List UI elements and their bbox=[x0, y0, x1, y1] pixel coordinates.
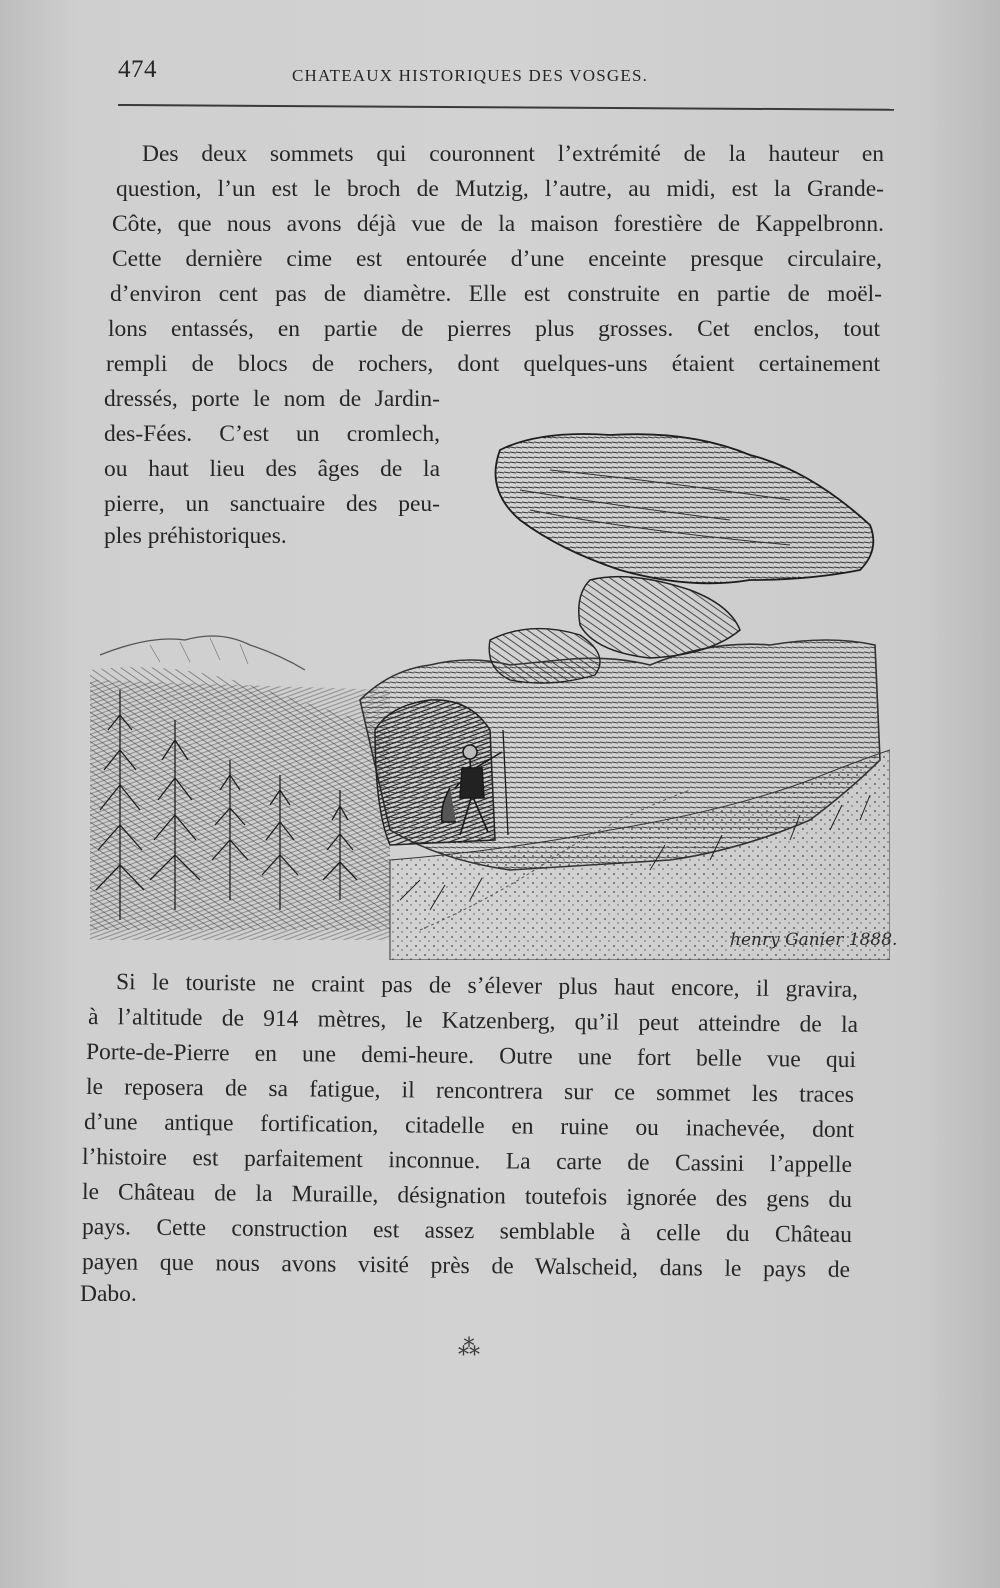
paragraph-1-line: Côte, que nous avons déjà vue de la maison forestière de Kappelbronn. bbox=[112, 211, 884, 237]
engraving-illustration bbox=[90, 430, 890, 960]
page-number: 474 bbox=[118, 56, 157, 83]
paragraph-2-line: le reposera de sa fatigue, il rencontrera sur ce sommet les traces bbox=[85, 1073, 855, 1109]
paragraph-1-line: ples préhistoriques. bbox=[104, 523, 287, 549]
paragraph-1-line: Des deux sommets qui couronnent l’extrémité de la hauteur en bbox=[142, 141, 884, 167]
paragraph-1-line: lons entassés, en partie de pierres plus grosses. Cet enclos, tout bbox=[108, 316, 880, 342]
small-boulder bbox=[489, 629, 600, 683]
paragraph-2-line: Porte-de-Pierre en une demi-heure. Outre une fort belle vue qui bbox=[85, 1038, 857, 1074]
paragraph-2-line: à l’altitude de 914 mètres, le Katzenberg, qu’il peut atteindre de la bbox=[87, 1003, 859, 1039]
paragraph-1-line: rempli de blocs de rochers, dont quelques-uns étaient certainement bbox=[106, 351, 880, 377]
capstone-rock bbox=[496, 434, 874, 583]
engraving-svg bbox=[90, 430, 890, 960]
artist-signature: henry Ganier 1888. bbox=[730, 930, 898, 950]
paragraph-1-line: dressés, porte le nom de Jardin- bbox=[104, 386, 440, 412]
paragraph-2-line: l’histoire est parfaitement inconnue. La carte de Cassini l’appelle bbox=[81, 1143, 853, 1179]
paragraph-2-line: Si le touriste ne craint pas de s’élever plus haut encore, il gravira, bbox=[115, 969, 859, 1003]
paragraph-2-line: le Château de la Muraille, désignation toutefois ignorée des gens du bbox=[81, 1178, 853, 1214]
paragraph-1-line: Cette dernière cime est entourée d’une enceinte presque circulaire, bbox=[112, 246, 882, 272]
paragraph-2-line: payen que nous avons visité près de Walscheid, dans le pays de bbox=[81, 1248, 851, 1284]
distant-mountain-outline bbox=[100, 636, 305, 670]
paragraph-2-line: pays. Cette construction est assez semblable à celle du Château bbox=[81, 1213, 853, 1249]
paragraph-1-line: pierre, un sanctuaire des peu- bbox=[104, 491, 440, 517]
paragraph-1-line: des-Fées. C’est un cromlech, bbox=[104, 421, 440, 447]
running-title: CHATEAUX HISTORIQUES DES VOSGES. bbox=[292, 66, 649, 85]
paragraph-2-line: Dabo. bbox=[80, 1281, 137, 1307]
section-ornament: ⁂ bbox=[458, 1335, 480, 1360]
paragraph-2-line: d’une antique fortification, citadelle en ruine ou inachevée, dont bbox=[83, 1108, 855, 1144]
paragraph-1-line: ou haut lieu des âges de la bbox=[104, 456, 440, 482]
paragraph-1-line: d’environ cent pas de diamètre. Elle est construite en partie de moël- bbox=[110, 281, 882, 307]
paragraph-1-line: question, l’un est le broch de Mutzig, l’autre, au midi, est la Grande- bbox=[116, 176, 884, 202]
